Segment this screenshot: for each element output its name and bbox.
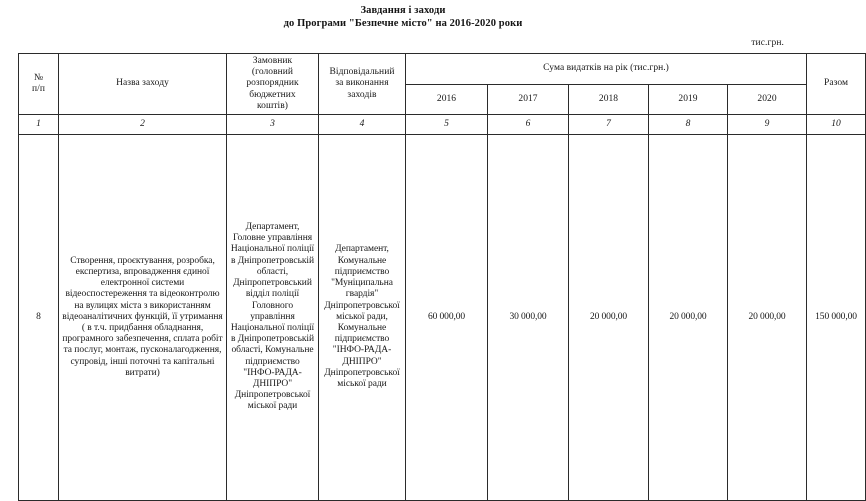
table-container [18,53,857,472]
header-year-2020: 2020 [728,84,807,115]
column-number-3: 3 [227,115,319,135]
program-measures-table [18,53,866,501]
units-caption: тис.грн. [751,38,784,48]
column-number-6: 6 [488,115,569,135]
header-year-2016: 2016 [406,84,488,115]
row-amount-2018: 20 000,00 [569,135,649,501]
header-col-no-line-2: п/п [32,84,45,94]
document-title [0,4,800,30]
row-customer: Департамент, Головне управління Національної поліції в Дніпропетровській області, Дніпропетровський відділ поліції Головного управління Національної поліції в Дніпропетровській області, Комунальне підприємство "ІНФО-РАДА-ДНІПРО" Дніпропетровської міської ради [227,135,319,501]
header-customer-line-2: (головний [251,67,294,78]
column-number-8: 8 [649,115,728,135]
header-col-no [19,54,59,115]
title-line-2: до Програми "Безпечне місто" на 2016-2020 роки [283,18,523,30]
header-measure-name: Назва заходу [59,54,227,115]
header-customer-line-1: Замовник [252,56,293,66]
column-number-2: 2 [59,115,227,135]
column-number-10: 10 [807,115,866,135]
row-measure-name: Створення, проєктування, розробка, експертиза, впровадження єдиної електронної системи відеоспостереження та відеоконтролю на вулицях міста з використанням відеоаналітичних функцій, її утримання ( в т.ч. придбання обладнання, програмного забезпечення, сплата робіт та послуг, монтаж, пусконалагодження, супровід, інші поточні та капітальні витрати) [59,135,227,501]
header-customer-line-4: бюджетних [249,89,296,100]
row-responsible: Департамент, Комунальне підприємство "Муніципальна гвардія" Дніпропетровської міської ради, Комунальне підприємство "ІНФО-РАДА-ДНІПРО" Дніпропетровської міської ради [319,135,406,501]
row-amount-2020: 20 000,00 [728,135,807,501]
header-responsible-line-2: за виконання [335,78,389,89]
row-amount-2016: 60 000,00 [406,135,488,501]
column-number-1: 1 [19,115,59,135]
header-responsible [319,54,406,115]
header-year-2019: 2019 [649,84,728,115]
header-customer-line-3: розпорядник [246,78,299,89]
header-responsible-line-3: заходів [347,89,377,100]
title-line-1: Завдання і заходи [360,5,446,16]
row-amount-2017: 30 000,00 [488,135,569,501]
column-number-9: 9 [728,115,807,135]
column-number-7: 7 [569,115,649,135]
header-total: Разом [807,54,866,115]
header-amount-group: Сума видатків на рік (тис.грн.) [406,54,807,85]
header-year-2018: 2018 [569,84,649,115]
header-customer [227,54,319,115]
column-number-4: 4 [319,115,406,135]
row-number: 8 [19,135,59,501]
column-number-5: 5 [406,115,488,135]
header-year-2017: 2017 [488,84,569,115]
header-col-no-line-1: № [33,72,44,83]
header-responsible-line-1: Відповідальний [329,67,395,78]
table-header-row [19,54,866,85]
table-row [19,135,866,501]
header-customer-line-5: коштів) [257,100,288,111]
row-total: 150 000,00 [807,135,866,501]
column-number-row [19,115,866,135]
row-amount-2019: 20 000,00 [649,135,728,501]
